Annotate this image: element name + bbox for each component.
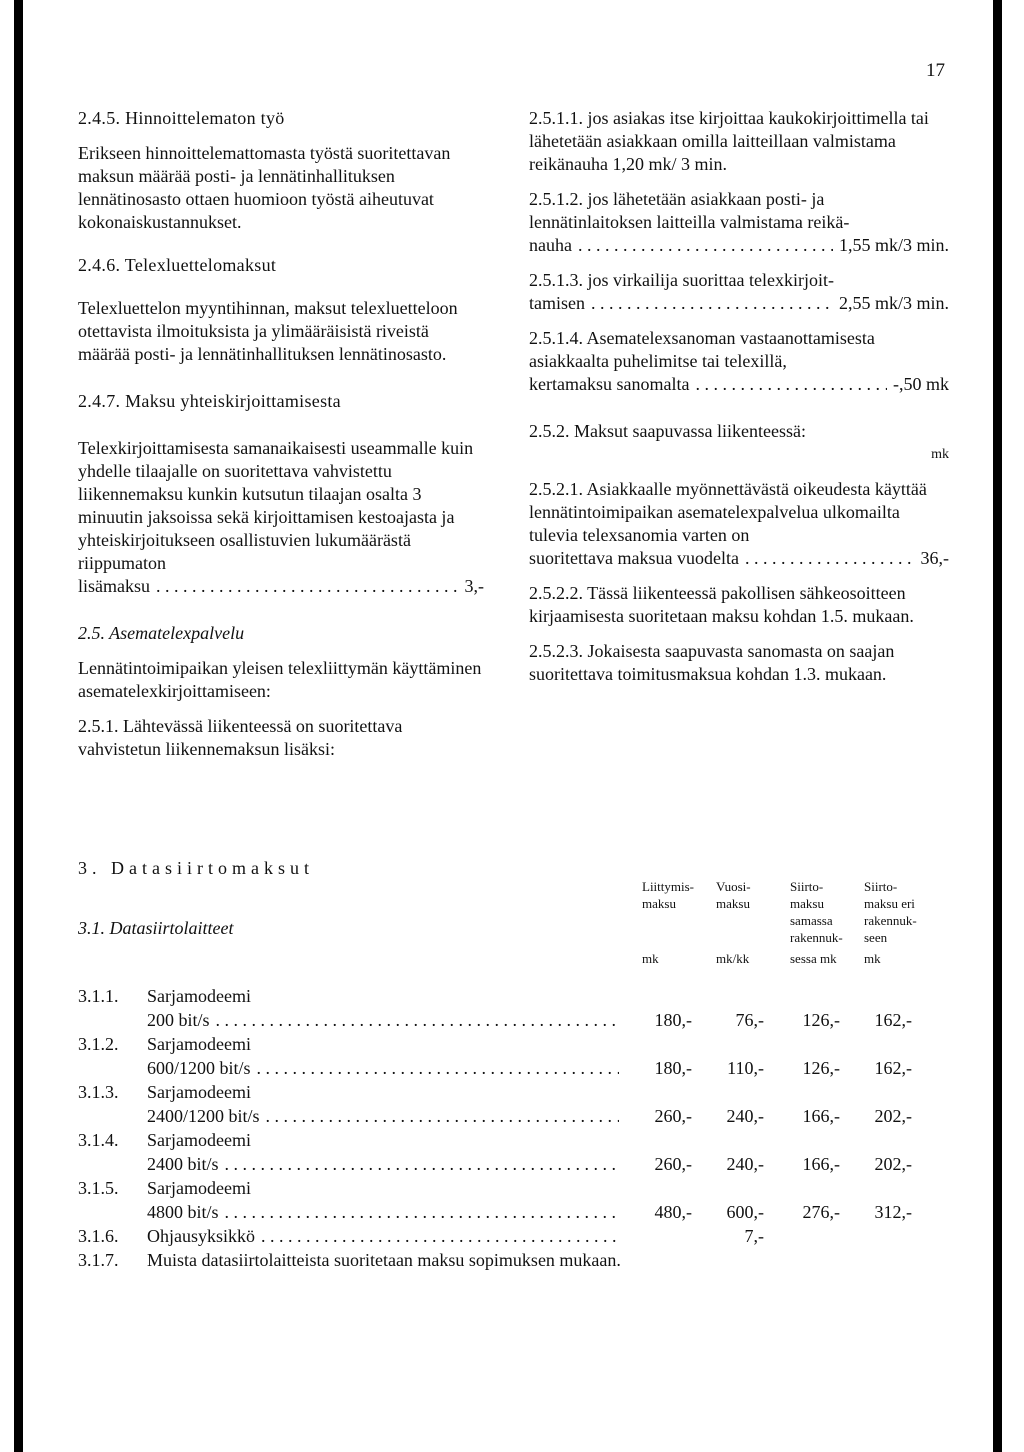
leader-dots — [745, 547, 915, 570]
leader-value: -,50 mk — [893, 374, 949, 394]
leader-value: 2,55 mk/3 min. — [838, 293, 949, 313]
cell-value: 600,- — [726, 1202, 764, 1222]
cell-value: 162,- — [874, 1058, 912, 1078]
paragraph-2-5-1-1: 2.5.1.1. jos asiakas itse kirjoittaa kaukokirjoittimella tai lähetetään asiakkaan omilla laitteillaan valmistama reikänauha 1,20 mk/ 3 min. — [529, 108, 929, 174]
paragraph-2-4-7: Telexkirjoittamisesta samanaikaisesti useammalle kuin yhdelle tilaajalle on suoritettava vahvistettu liikennemaksu kunkin kutsutun tilaajan osalta 3 minuutin jaksoissa sekä kirjoittamisen kestoajasta ja yhteiskirjoitukseen osallistuvien lukumäärästä riippumaton — [78, 438, 474, 573]
row-number: 3.1.2. — [78, 1034, 119, 1054]
column-header-vuosimaksu: Vuosi- maksu — [716, 879, 751, 911]
leader-label: lisämaksu — [78, 576, 150, 596]
row-spec: 2400/1200 bit/s . . . — [147, 1104, 619, 1128]
table-row — [78, 1248, 978, 1272]
cell-value: 240,- — [726, 1106, 764, 1126]
leader-dots — [578, 234, 833, 257]
cell-value: 180,- — [654, 1058, 692, 1078]
cell-value: 202,- — [874, 1106, 912, 1126]
paragraph-2-5-1: 2.5.1. Lähtevässä liikenteessä on suoritettava vahvistetun liikennemaksun lisäksi: — [78, 716, 403, 759]
table-row — [78, 1176, 978, 1200]
leader-value: 1,55 mk/3 min. — [838, 235, 949, 255]
row-spec: Ohjausyksikkö . . . — [147, 1224, 619, 1248]
unit-label-mk: mk — [931, 447, 949, 462]
scan-border-left — [14, 0, 23, 1452]
leader-line-vuodelta — [529, 547, 949, 570]
leader-label: kertamaksu sanomalta — [529, 374, 690, 394]
table-row — [78, 1200, 978, 1224]
row-spec: 2400 bit/s . . . — [147, 1152, 619, 1176]
table-row — [78, 1008, 978, 1032]
column-header-siirtomaksu-eri: Siirto- maksu eri rakennuk- seen — [864, 879, 917, 945]
table-row — [78, 1032, 978, 1056]
row-number: 3.1.4. — [78, 1130, 119, 1150]
cell-value: 180,- — [654, 1010, 692, 1030]
cell-value: 76,- — [735, 1010, 764, 1030]
column-header-liittymismaksu: Liittymis- maksu — [642, 879, 694, 911]
scan-border-right — [993, 0, 1002, 1452]
table-row — [78, 1152, 978, 1176]
cell-value: 312,- — [874, 1202, 912, 1222]
table-row — [78, 1104, 978, 1128]
leader-label: nauha — [529, 235, 572, 255]
leader-line-nauha — [529, 234, 949, 257]
cell-value: 7,- — [744, 1226, 764, 1246]
column-header-siirtomaksu-samassa: Siirto- maksu samassa rakennuk- — [790, 879, 843, 945]
cell-value: 240,- — [726, 1154, 764, 1174]
paragraph-2-5-2-3: 2.5.2.3. Jokaisesta saapuvasta sanomasta on saajan suoritettava toimitusmaksua kohdan 1.3. mukaan. — [529, 641, 895, 684]
heading-2-5-2: 2.5.2. Maksut saapuvassa liikenteessä: — [529, 421, 806, 441]
section-3-title: 3. Datasiirtomaksut — [78, 858, 314, 878]
table-row — [78, 1080, 978, 1104]
leader-line-lisamaksu — [78, 575, 484, 598]
row-name: Sarjamodeemi — [147, 1082, 251, 1102]
paragraph-2-5-2-2: 2.5.2.2. Tässä liikenteessä pakollisen sähkeosoitteen kirjaamisesta suoritetaan maksu kohdan 1.5. mukaan. — [529, 583, 914, 626]
row-name: Sarjamodeemi — [147, 986, 251, 1006]
table-row — [78, 984, 978, 1008]
leader-label: tamisen — [529, 293, 585, 313]
cell-value: 162,- — [874, 1010, 912, 1030]
table-row — [78, 1224, 978, 1248]
cell-value: 110,- — [727, 1058, 764, 1078]
row-number: 3.1.1. — [78, 986, 119, 1006]
cell-value: 126,- — [802, 1010, 840, 1030]
cell-value: 202,- — [874, 1154, 912, 1174]
table-row — [78, 1056, 978, 1080]
heading-2-4-7: 2.4.7. Maksu yhteiskirjoittamisesta — [78, 391, 341, 411]
paragraph-2-4-5: Erikseen hinnoittelemattomasta työstä suoritettavan maksun määrää posti- ja lennätinhallituksen lennätinosasto ottaen huomioon työstä aiheutuvat kokonaiskustannukset. — [78, 143, 451, 232]
paragraph-2-5-2-1: 2.5.2.1. Asiakkaalle myönnettävästä oikeudesta käyttää lennätintoimipaikan asematelexpalvelua ulkomailta tulevia telexsanomia varten on — [529, 479, 927, 545]
row-name: Sarjamodeemi — [147, 1034, 251, 1054]
leader-value: 3,- — [464, 576, 484, 596]
cell-value: 260,- — [654, 1154, 692, 1174]
row-number: 3.1.6. — [78, 1226, 119, 1246]
row-name: Sarjamodeemi — [147, 1178, 251, 1198]
paragraph-2-4-6: Telexluettelon myyntihinnan, maksut telexluetteloon otettavista ilmoituksista ja ylimääräisistä riveistä määrää posti- ja lennätinhallituksen lennätinosasto. — [78, 298, 458, 364]
heading-2-4-5: 2.4.5. Hinnoittelematon työ — [78, 108, 285, 128]
paragraph-2-5-1-3: 2.5.1.3. jos virkailija suorittaa telexkirjoit- — [529, 270, 834, 290]
row-number: 3.1.5. — [78, 1178, 119, 1198]
row-spec: 600/1200 bit/s . . . — [147, 1056, 619, 1080]
row-name: Sarjamodeemi — [147, 1130, 251, 1150]
heading-2-5: 2.5. Asematelexpalvelu — [78, 623, 245, 643]
leader-value: 36,- — [920, 548, 949, 568]
cell-value: 126,- — [802, 1058, 840, 1078]
cell-value: 166,- — [802, 1154, 840, 1174]
row-number: 3.1.3. — [78, 1082, 119, 1102]
paragraph-2-5: Lennätintoimipaikan yleisen telexliittymän käyttäminen asematelexkirjoittamiseen: — [78, 658, 482, 701]
leader-dots — [695, 373, 887, 396]
row-number: 3.1.7. — [78, 1250, 119, 1270]
row-text: Muista datasiirtolaitteista suoritetaan maksu sopimuksen mukaan. — [147, 1250, 621, 1270]
section-3-1-subtitle: 3.1. Datasiirtolaitteet — [78, 918, 234, 938]
heading-2-4-6: 2.4.6. Telexluettelomaksut — [78, 255, 277, 275]
table-row — [78, 1128, 978, 1152]
leader-dots — [591, 292, 833, 315]
row-spec: 4800 bit/s . . . — [147, 1200, 619, 1224]
column-unit: mk/kk — [716, 951, 750, 966]
paragraph-2-5-1-4: 2.5.1.4. Asematelexsanoman vastaanottamisesta asiakkaalta puhelimitse tai telexillä, — [529, 328, 875, 371]
paragraph-2-5-1-2: 2.5.1.2. jos lähetetään asiakkaan posti- ja lennätinlaitoksen laitteilla valmistama reikä- — [529, 189, 850, 232]
cell-value: 166,- — [802, 1106, 840, 1126]
column-unit: sessa mk — [790, 951, 837, 966]
column-unit: mk — [864, 951, 881, 966]
cell-value: 276,- — [802, 1202, 840, 1222]
price-table — [78, 984, 978, 1272]
column-unit: mk — [642, 951, 659, 966]
right-column — [529, 107, 949, 686]
row-spec: 200 bit/s . . . — [147, 1008, 619, 1032]
leader-label: suoritettava maksua vuodelta — [529, 548, 739, 568]
cell-value: 260,- — [654, 1106, 692, 1126]
leader-line-kertamaksu — [529, 373, 949, 396]
page-number: 17 — [926, 60, 945, 81]
leader-dots — [156, 575, 459, 598]
cell-value: 480,- — [654, 1202, 692, 1222]
leader-line-tamisen — [529, 292, 949, 315]
left-column — [78, 107, 484, 761]
